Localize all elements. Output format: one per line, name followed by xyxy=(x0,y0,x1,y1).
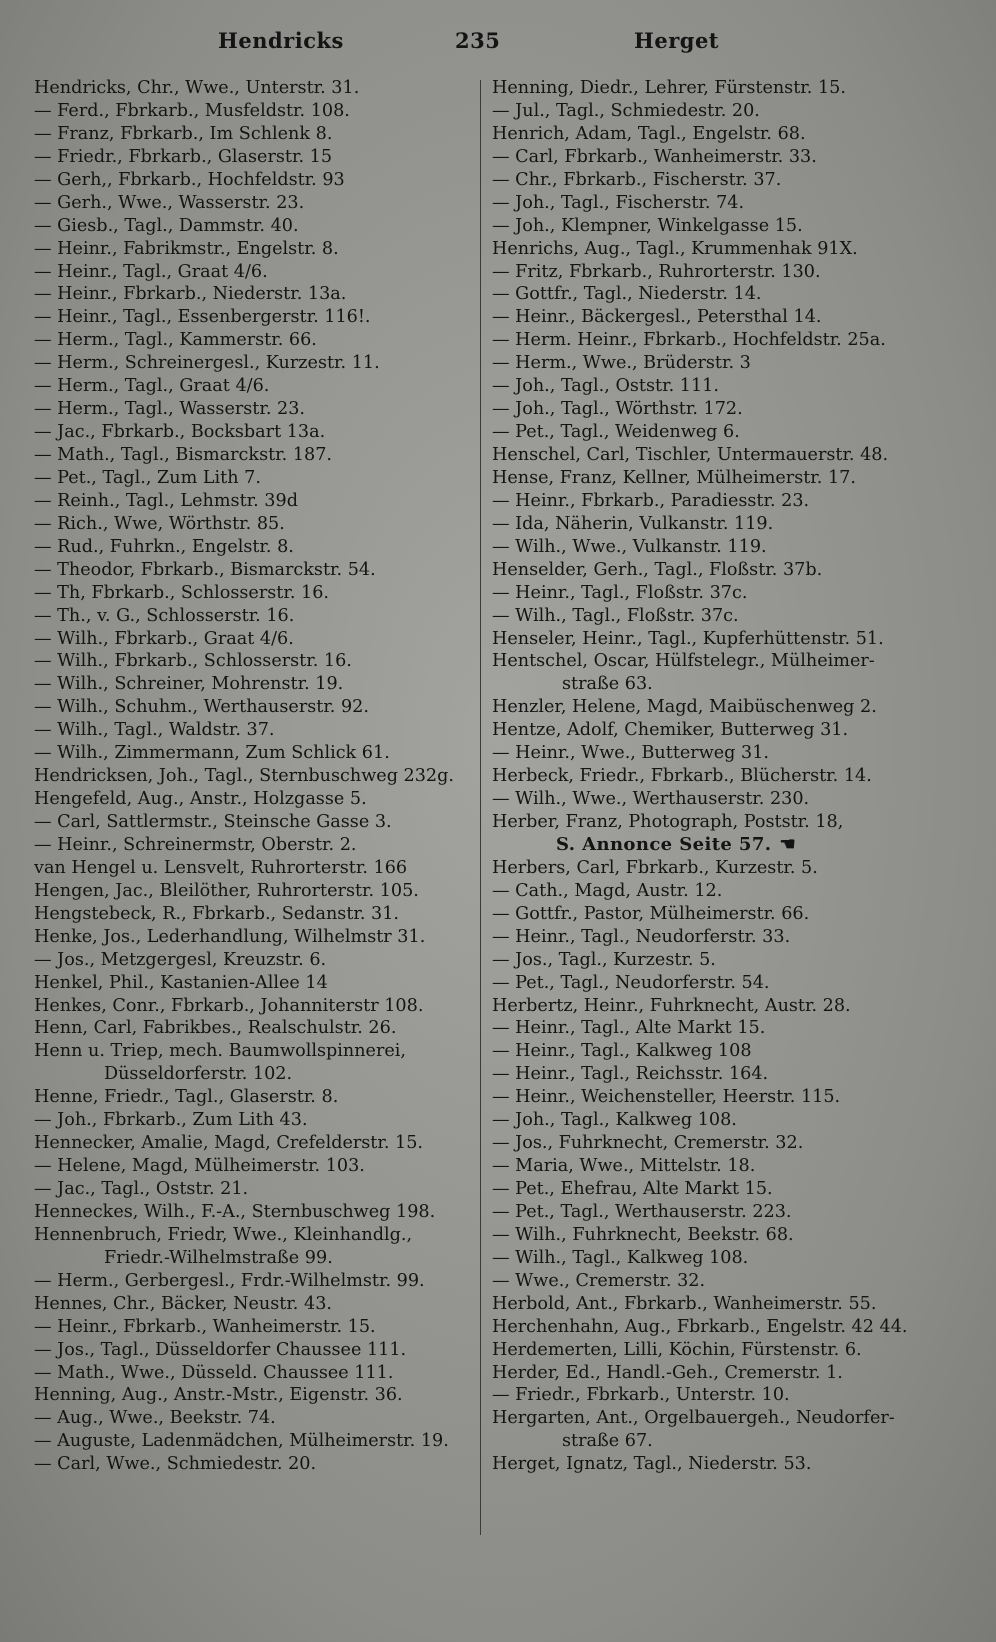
directory-entry: — Wilh., Fuhrknecht, Beekstr. 68. xyxy=(492,1224,794,1245)
directory-entry: — Rud., Fuhrkn., Engelstr. 8. xyxy=(34,536,294,557)
directory-entry: — Joh., Klempner, Winkelgasse 15. xyxy=(492,215,803,236)
directory-entry: — Heinr., Fbrkarb., Niederstr. 13a. xyxy=(34,284,347,305)
directory-entry: — Pet., Tagl., Weidenweg 6. xyxy=(492,422,740,443)
directory-entry: — Jos., Tagl., Kurzestr. 5. xyxy=(492,949,716,970)
directory-entry: — Reinh., Tagl., Lehmstr. 39d xyxy=(34,490,298,511)
directory-entry: — Heinr., Wwe., Butterweg 31. xyxy=(492,743,770,764)
directory-entry: Henkes, Conr., Fbrkarb., Johanniterstr 108. xyxy=(34,995,424,1016)
directory-entry: — Jos., Metzgergesl, Kreuzstr. 6. xyxy=(34,949,327,970)
directory-entry: — Herm., Tagl., Wasserstr. 23. xyxy=(34,399,306,420)
directory-entry: — Herm., Wwe., Brüderstr. 3 xyxy=(492,353,751,374)
directory-entry: Hendricksen, Joh., Tagl., Sternbuschweg 232g. xyxy=(34,766,454,787)
directory-entry: — Giesb., Tagl., Dammstr. 40. xyxy=(34,215,299,236)
directory-entry: — Friedr., Fbrkarb., Glaserstr. 15 xyxy=(34,146,333,167)
left-column xyxy=(34,77,476,1476)
directory-entry: — Heinr., Tagl., Alte Markt 15. xyxy=(492,1018,766,1039)
directory-entry: — Herm. Heinr., Fbrkarb., Hochfeldstr. 25a. xyxy=(492,330,886,351)
header-left-word: Hendricks xyxy=(218,28,344,53)
directory-entry: — Chr., Fbrkarb., Fischerstr. 37. xyxy=(492,169,782,190)
directory-entry: — Th, Fbrkarb., Schlosserstr. 16. xyxy=(34,582,329,603)
directory-entry: — Math., Wwe., Düsseld. Chaussee 111. xyxy=(34,1362,394,1383)
directory-entry: — Auguste, Ladenmädchen, Mülheimerstr. 19. xyxy=(34,1431,449,1452)
directory-entry: — Franz, Fbrkarb., Im Schlenk 8. xyxy=(34,123,333,144)
directory-entry: Hendricks, Chr., Wwe., Unterstr. 31. xyxy=(34,78,360,98)
directory-entry: — Heinr., Tagl., Essenbergerstr. 116!. xyxy=(34,307,371,328)
directory-entry: Friedr.-Wilhelmstraße 99. xyxy=(104,1247,333,1268)
directory-entry: — Pet., Tagl., Neudorferstr. 54. xyxy=(492,972,770,993)
directory-entry: — Friedr., Fbrkarb., Unterstr. 10. xyxy=(492,1385,790,1406)
directory-entry: — Carl, Fbrkarb., Wanheimerstr. 33. xyxy=(492,146,817,167)
directory-entry: — Fritz, Fbrkarb., Ruhrorterstr. 130. xyxy=(492,261,821,282)
directory-entry: Henke, Jos., Lederhandlung, Wilhelmstr 31. xyxy=(34,926,426,947)
directory-entry: Henning, Diedr., Lehrer, Fürstenstr. 15. xyxy=(492,78,846,98)
directory-entry: Henschel, Carl, Tischler, Untermauerstr. 48. xyxy=(492,445,889,465)
directory-entry: — Wilh., Tagl., Floßstr. 37c. xyxy=(492,605,739,626)
directory-entry: Henn u. Triep, mech. Baumwollspinnerei, xyxy=(34,1041,406,1062)
directory-entry: — Ida, Näherin, Vulkanstr. 119. xyxy=(492,513,774,534)
right-column xyxy=(492,77,970,1476)
directory-entry: — Rich., Wwe, Wörthstr. 85. xyxy=(34,513,285,534)
directory-entry: Hense, Franz, Kellner, Mülheimerstr. 17. xyxy=(492,467,856,488)
directory-entry: — Wwe., Cremerstr. 32. xyxy=(492,1270,706,1291)
directory-entry: — Wilh., Wwe., Vulkanstr. 119. xyxy=(492,536,767,557)
directory-entry: — Jos., Tagl., Düsseldorfer Chaussee 111. xyxy=(34,1339,407,1360)
directory-entry: — Jac., Tagl., Oststr. 21. xyxy=(34,1179,249,1199)
directory-entry: — Heinr., Weichensteller, Heerstr. 115. xyxy=(492,1087,841,1108)
directory-entry: Henselder, Gerh., Tagl., Floßstr. 37b. xyxy=(492,559,823,580)
directory-entry: Henzler, Helene, Magd, Maibüschenweg 2. xyxy=(492,697,877,718)
directory-entry: Herget, Ignatz, Tagl., Niederstr. 53. xyxy=(492,1454,812,1475)
directory-entry: — Herm., Schreinergesl., Kurzestr. 11. xyxy=(34,353,380,374)
directory-entry: — Herm., Tagl., Graat 4/6. xyxy=(34,376,270,397)
directory-entry: — Carl, Sattlermstr., Steinsche Gasse 3. xyxy=(34,812,392,832)
directory-entry: — Jul., Tagl., Schmiedestr. 20. xyxy=(492,100,760,121)
header-right-word: Herget xyxy=(634,28,720,53)
directory-entry: — Herm., Tagl., Kammerstr. 66. xyxy=(34,330,317,351)
directory-entry: Herbeck, Friedr., Fbrkarb., Blücherstr. 14. xyxy=(492,766,872,787)
directory-entry: — Wilh., Wwe., Werthauserstr. 230. xyxy=(492,789,810,810)
directory-entry: — Heinr., Bäckergesl., Petersthal 14. xyxy=(492,307,822,328)
directory-entry: — Heinr., Schreinermstr, Oberstr. 2. xyxy=(34,834,357,855)
directory-entry: Herdemerten, Lilli, Köchin, Fürstenstr. 6. xyxy=(492,1339,862,1360)
pointing-hand-icon: ☚ xyxy=(779,833,796,855)
directory-entry: — Joh., Tagl., Kalkweg 108. xyxy=(492,1110,737,1131)
directory-entry: Hennes, Chr., Bäcker, Neustr. 43. xyxy=(34,1293,332,1314)
directory-entry: Herber, Franz, Photograph, Poststr. 18, xyxy=(492,812,844,832)
directory-entry: — Wilh., Tagl., Waldstr. 37. xyxy=(34,720,275,741)
directory-entry: Henseler, Heinr., Tagl., Kupferhüttenstr. 51. xyxy=(492,628,884,649)
directory-entry: Hengefeld, Aug., Anstr., Holzgasse 5. xyxy=(34,789,367,810)
directory-entry: — Jac., Fbrkarb., Bocksbart 13a. xyxy=(34,422,326,443)
directory-entry: — Heinr., Fbrkarb., Paradiesstr. 23. xyxy=(492,490,810,511)
directory-entry: — Wilh., Tagl., Kalkweg 108. xyxy=(492,1247,749,1268)
directory-entry: — Gerh,, Fbrkarb., Hochfeldstr. 93 xyxy=(34,169,345,190)
directory-entry: — Joh., Tagl., Fischerstr. 74. xyxy=(492,192,745,213)
directory-entry: — Wilh., Fbrkarb., Schlosserstr. 16. xyxy=(34,651,352,672)
directory-entry: — Joh., Tagl., Oststr. 111. xyxy=(492,376,719,397)
directory-entry: — Jos., Fuhrknecht, Cremerstr. 32. xyxy=(492,1133,804,1154)
directory-entry: Herbold, Ant., Fbrkarb., Wanheimerstr. 55. xyxy=(492,1293,877,1314)
directory-entry: — Heinr., Tagl., Graat 4/6. xyxy=(34,261,268,282)
directory-entry: Henrichs, Aug., Tagl., Krummenhak 91X. xyxy=(492,238,858,259)
directory-entry: — Joh., Tagl., Wörthstr. 172. xyxy=(492,399,743,420)
directory-entry: Düsseldorferstr. 102. xyxy=(104,1064,293,1085)
directory-entry: — Heinr., Tagl., Reichsstr. 164. xyxy=(492,1064,769,1085)
directory-entry: Henkel, Phil., Kastanien-Allee 14 xyxy=(34,972,328,993)
directory-entry: Henne, Friedr., Tagl., Glaserstr. 8. xyxy=(34,1087,339,1108)
directory-entry: — Heinr., Fbrkarb., Wanheimerstr. 15. xyxy=(34,1316,376,1337)
directory-entry: — Gerh., Wwe., Wasserstr. 23. xyxy=(34,192,305,213)
directory-entry: — Wilh., Schreiner, Mohrenstr. 19. xyxy=(34,674,344,695)
directory-entry: Herbertz, Heinr., Fuhrknecht, Austr. 28. xyxy=(492,995,851,1016)
directory-entry: — Joh., Fbrkarb., Zum Lith 43. xyxy=(34,1110,308,1131)
directory-entry: Hennenbruch, Friedr, Wwe., Kleinhandlg., xyxy=(34,1224,413,1245)
directory-entry: Herbers, Carl, Fbrkarb., Kurzestr. 5. xyxy=(492,857,818,878)
directory-entry: — Heinr., Tagl., Neudorferstr. 33. xyxy=(492,926,791,947)
directory-entry: — Gottfr., Tagl., Niederstr. 14. xyxy=(492,284,762,305)
directory-entry: van Hengel u. Lensvelt, Ruhrorterstr. 166 xyxy=(34,857,408,878)
directory-entry: — Heinr., Tagl., Kalkweg 108 xyxy=(492,1041,752,1062)
directory-entry: — Cath., Magd, Austr. 12. xyxy=(492,880,723,901)
directory-entry: — Carl, Wwe., Schmiedestr. 20. xyxy=(34,1454,317,1475)
directory-entry: — Math., Tagl., Bismarckstr. 187. xyxy=(34,445,333,465)
directory-entry: S. Annonce Seite 57. ☚ xyxy=(556,833,796,855)
directory-entry: Herchenhahn, Aug., Fbrkarb., Engelstr. 42 44. xyxy=(492,1316,908,1337)
directory-entry: — Ferd., Fbrkarb., Musfeldstr. 108. xyxy=(34,100,350,121)
directory-entry: Henrich, Adam, Tagl., Engelstr. 68. xyxy=(492,123,806,144)
directory-entry: Henning, Aug., Anstr.-Mstr., Eigenstr. 36. xyxy=(34,1385,403,1406)
directory-entry: — Maria, Wwe., Mittelstr. 18. xyxy=(492,1156,756,1177)
directory-entry: — Wilh., Fbrkarb., Graat 4/6. xyxy=(34,628,294,649)
page-header xyxy=(0,28,996,64)
directory-entry: — Wilh., Zimmermann, Zum Schlick 61. xyxy=(34,743,390,764)
directory-entry: Hennecker, Amalie, Magd, Crefelderstr. 15. xyxy=(34,1133,424,1154)
directory-entry: straße 63. xyxy=(562,674,653,695)
directory-entry: Hergarten, Ant., Orgelbauergeh., Neudorfer- xyxy=(492,1408,895,1429)
directory-entry: — Pet., Tagl., Werthauserstr. 223. xyxy=(492,1201,792,1222)
directory-entry: — Wilh., Schuhm., Werthauserstr. 92. xyxy=(34,697,369,718)
directory-entry: — Heinr., Fabrikmstr., Engelstr. 8. xyxy=(34,238,339,259)
page-number: 235 xyxy=(455,28,501,53)
column-divider xyxy=(480,80,481,1535)
directory-entry: — Herm., Gerbergesl., Frdr.-Wilhelmstr. 99. xyxy=(34,1270,425,1291)
directory-entry: — Helene, Magd, Mülheimerstr. 103. xyxy=(34,1156,365,1177)
directory-entry: Henn, Carl, Fabrikbes., Realschulstr. 26. xyxy=(34,1018,397,1039)
directory-entry: — Pet., Ehefrau, Alte Markt 15. xyxy=(492,1179,773,1199)
directory-entry: straße 67. xyxy=(562,1431,653,1452)
directory-entry: Henneckes, Wilh., F.-A., Sternbuschweg 198. xyxy=(34,1201,436,1222)
directory-entry: Hentze, Adolf, Chemiker, Butterweg 31. xyxy=(492,720,849,741)
directory-entry: Herder, Ed., Handl.-Geh., Cremerstr. 1. xyxy=(492,1362,843,1383)
directory-entry: — Heinr., Tagl., Floßstr. 37c. xyxy=(492,582,748,603)
directory-entry: Hentschel, Oscar, Hülfstelegr., Mülheimer- xyxy=(492,651,875,672)
directory-entry: Hengen, Jac., Bleilöther, Ruhrorterstr. 105. xyxy=(34,880,419,901)
directory-entry: — Th., v. G., Schlosserstr. 16. xyxy=(34,605,295,626)
directory-entry: — Theodor, Fbrkarb., Bismarckstr. 54. xyxy=(34,559,376,580)
directory-entry: — Aug., Wwe., Beekstr. 74. xyxy=(34,1408,276,1429)
directory-entry: — Gottfr., Pastor, Mülheimerstr. 66. xyxy=(492,903,810,924)
directory-entry: — Pet., Tagl., Zum Lith 7. xyxy=(34,467,261,488)
directory-entry: Hengstebeck, R., Fbrkarb., Sedanstr. 31. xyxy=(34,903,400,924)
